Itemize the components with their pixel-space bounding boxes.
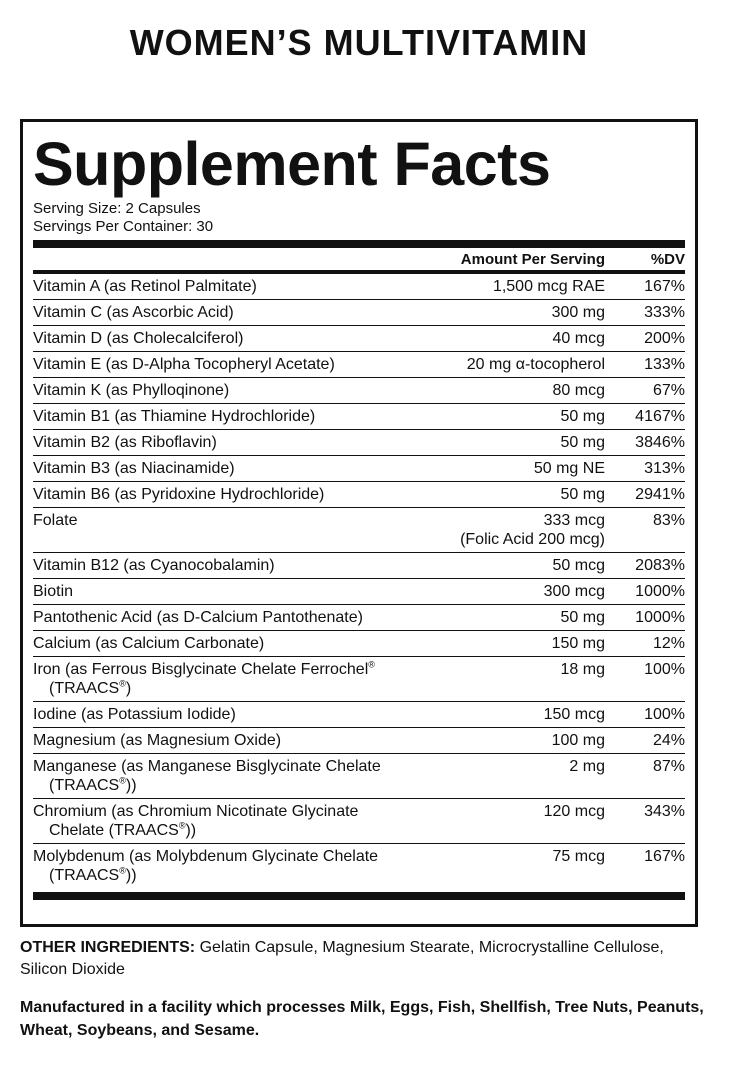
amount-per-serving: 333 mcg (Folic Acid 200 mcg)	[460, 512, 605, 548]
table-row	[33, 352, 685, 378]
table-row	[33, 326, 685, 352]
daily-value: 100%	[644, 661, 685, 678]
nutrient-name: Vitamin B1 (as Thiamine Hydrochloride)	[33, 408, 316, 425]
daily-value: 167%	[644, 848, 685, 865]
daily-value: 24%	[652, 732, 685, 749]
amount-per-serving: 40 mcg	[552, 330, 605, 347]
facts-heading: Supplement Facts	[33, 130, 551, 198]
nutrient-name: Biotin	[33, 583, 74, 600]
daily-value: 83%	[652, 512, 685, 529]
table-row	[33, 728, 685, 754]
nutrient-name: Folate	[33, 512, 78, 529]
table-row	[33, 657, 685, 702]
nutrient-name: Vitamin B3 (as Niacinamide)	[33, 460, 235, 477]
table-row	[33, 799, 685, 844]
amount-per-serving: 80 mcg	[552, 382, 605, 399]
table-row	[33, 844, 685, 888]
amount-per-serving: 50 mg NE	[533, 460, 605, 477]
amount-per-serving: 150 mg	[551, 635, 605, 652]
table-header	[33, 248, 685, 270]
nutrient-name: Vitamin K (as Phylloqinone)	[33, 382, 230, 399]
table-row	[33, 553, 685, 579]
daily-value: 343%	[644, 803, 685, 820]
amount-per-serving: 50 mcg	[552, 557, 605, 574]
amount-per-serving: 50 mg	[560, 609, 605, 626]
amount-per-serving: 50 mg	[560, 486, 605, 503]
other-ingredients-text: Gelatin Capsule, Magnesium Stearate, Microcrystalline Cellulose, Silicon Dioxide	[20, 939, 664, 978]
nutrient-name: Vitamin A (as Retinol Palmitate)	[33, 278, 257, 295]
daily-value: 1000%	[635, 609, 685, 626]
nutrient-name: Vitamin B6 (as Pyridoxine Hydrochloride)	[33, 486, 325, 503]
daily-value: 313%	[644, 460, 685, 477]
table-row	[33, 605, 685, 631]
nutrient-name: Iron (as Ferrous Bisglycinate Chelate Ferrochel® (TRAACS®)	[33, 659, 375, 697]
amount-per-serving: 20 mg α-tocopherol	[466, 356, 605, 373]
daily-value: 333%	[644, 304, 685, 321]
nutrient-name: Vitamin B12 (as Cyanocobalamin)	[33, 557, 275, 574]
table-row	[33, 300, 685, 326]
dv-column-header: %DV	[650, 250, 685, 268]
amount-per-serving: 18 mg	[560, 661, 605, 678]
table-row	[33, 482, 685, 508]
nutrient-name: Molybdenum (as Molybdenum Glycinate Chelate (TRAACS®))	[33, 848, 379, 884]
amount-per-serving: 2 mg	[569, 758, 605, 775]
amount-per-serving: 120 mcg	[543, 803, 605, 820]
nutrient-name: Manganese (as Manganese Bisglycinate Chelate (TRAACS®))	[33, 758, 381, 794]
table-row	[33, 378, 685, 404]
amount-per-serving: 300 mg	[551, 304, 605, 321]
nutrient-table	[33, 274, 685, 888]
amount-per-serving: 1,500 mcg RAE	[492, 278, 605, 295]
amount-column-header: Amount Per Serving	[460, 250, 605, 268]
bottom-divider	[33, 892, 685, 900]
nutrient-name: Vitamin C (as Ascorbic Acid)	[33, 304, 234, 321]
table-row	[33, 274, 685, 300]
daily-value: 67%	[652, 382, 685, 399]
allergen-statement: Manufactured in a facility which processes Milk, Eggs, Fish, Shellfish, Tree Nuts, Peanuts, Wheat, Soybeans, and Sesame.	[20, 999, 704, 1039]
amount-per-serving: 75 mcg	[552, 848, 605, 865]
table-row	[33, 579, 685, 605]
table-row	[33, 456, 685, 482]
nutrient-name: Calcium (as Calcium Carbonate)	[33, 635, 265, 652]
table-row	[33, 404, 685, 430]
daily-value: 200%	[644, 330, 685, 347]
other-ingredients-label: OTHER INGREDIENTS:	[20, 939, 196, 956]
daily-value: 100%	[644, 706, 685, 723]
daily-value: 87%	[652, 758, 685, 775]
daily-value: 1000%	[635, 583, 685, 600]
nutrient-name: Iodine (as Potassium Iodide)	[33, 706, 236, 723]
table-row	[33, 631, 685, 657]
table-row	[33, 508, 685, 553]
nutrient-name: Vitamin D (as Cholecalciferol)	[33, 330, 244, 347]
daily-value: 4167%	[635, 408, 685, 425]
daily-value: 2083%	[635, 557, 685, 574]
nutrient-name: Vitamin E (as D-Alpha Tocopheryl Acetate)	[33, 356, 335, 373]
nutrient-name: Chromium (as Chromium Nicotinate Glycinate Chelate (TRAACS®))	[33, 803, 359, 839]
daily-value: 3846%	[635, 434, 685, 451]
table-row	[33, 430, 685, 456]
other-ingredients	[20, 937, 700, 981]
product-title: WOMEN’S MULTIVITAMIN	[129, 22, 589, 63]
nutrient-name: Vitamin B2 (as Riboflavin)	[33, 434, 217, 451]
daily-value: 12%	[652, 635, 685, 652]
amount-per-serving: 50 mg	[560, 408, 605, 425]
supplement-facts-panel	[20, 119, 698, 927]
nutrient-name: Magnesium (as Magnesium Oxide)	[33, 732, 282, 749]
amount-per-serving: 100 mg	[551, 732, 605, 749]
serving-size: Serving Size: 2 Capsules	[33, 200, 201, 217]
servings-per-container: Servings Per Container: 30	[33, 218, 214, 235]
thick-divider	[33, 240, 685, 248]
daily-value: 2941%	[635, 486, 685, 503]
nutrient-name: Pantothenic Acid (as D-Calcium Pantothenate)	[33, 609, 363, 626]
table-row	[33, 702, 685, 728]
amount-per-serving: 150 mcg	[543, 706, 605, 723]
daily-value: 133%	[644, 356, 685, 373]
amount-per-serving: 300 mcg	[543, 583, 605, 600]
table-row	[33, 754, 685, 799]
amount-per-serving: 50 mg	[560, 434, 605, 451]
daily-value: 167%	[644, 278, 685, 295]
